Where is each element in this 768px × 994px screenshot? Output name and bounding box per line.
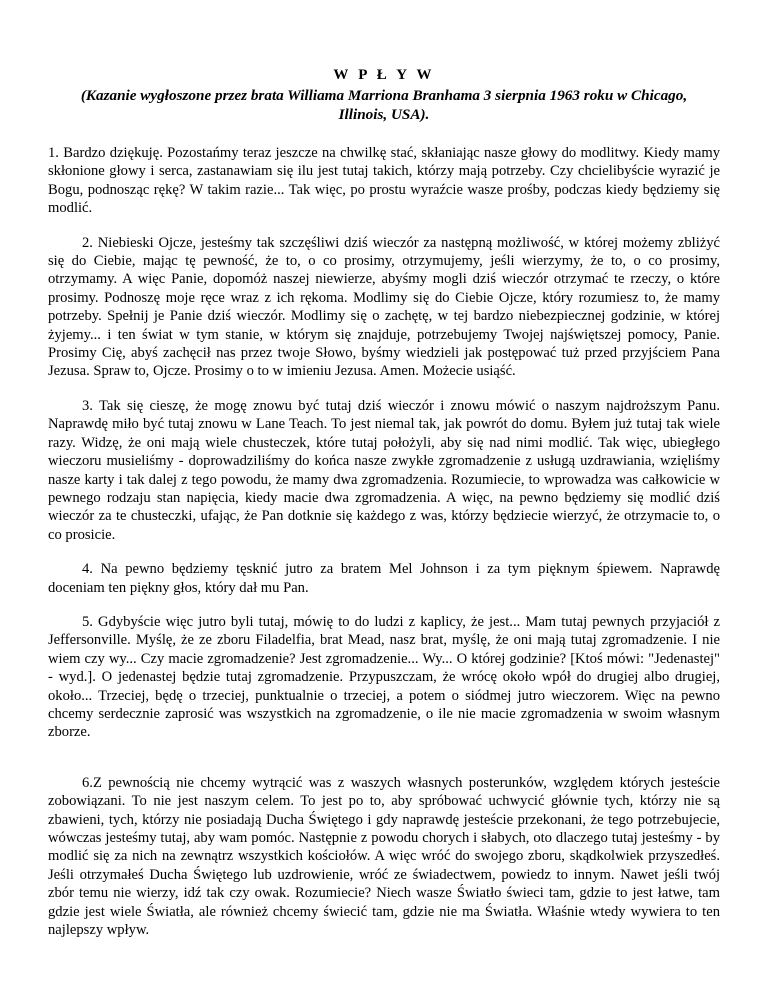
paragraph-3: 3. Tak się cieszę, że mogę znowu być tutaj dziś wieczór i znowu mówić o naszym najdroższym Panu. Naprawdę miło być tutaj znowu w Lane Teach. To jest niemal tak, jak powrót do domu. Byłem już tutaj tak wiele razy. Widzę, że oni mają wiele chusteczek, które tutaj położyli, aby się nad nimi modlić. Tak więc, ubiegłego wieczoru musieliśmy - doprowadziliśmy do końca nasze zwykłe zgromadzenie z usługą uzdrawiania, wzięliśmy nasze karty i tak dalej z tego powodu, że mamy dwa zgromadzenia. Rozumiecie, to wprowadza was całkowicie w pewnego rodzaju stan napięcia, kiedy macie dwa zgromadzenia. A więc, na pewno będziemy się modlić dziś wieczór za te chusteczki, ufając, że Pan dotknie się każdego z was, którzy będziecie wierzyć, że otrzymacie to, o co prosicie. bbox=[48, 397, 720, 543]
document-title: W P Ł Y W bbox=[333, 67, 435, 83]
document-subtitle: (Kazanie wygłoszone przez brata Williama Marriona Branhama 3 sierpnia 1963 roku w Chicago, Illinois, USA). bbox=[80, 87, 688, 123]
document-page bbox=[48, 66, 720, 939]
paragraph-2: 2. Niebieski Ojcze, jesteśmy tak szczęśliwi dziś wieczór za następną możliwość, w której możemy zbliżyć się do Ciebie, mając tę pewność, że to, o co prosimy, otrzymujemy, jeśli wierzymy, że to, o co prosimy, otrzymamy. A więc Panie, dopomóż naszej niewierze, abyśmy mogli dziś wieczór otrzymać te rzeczy, o które prosimy. Podnoszę moje ręce wraz z ich rękoma. Modlimy się do Ciebie Ojcze, który rozumiesz to, że mamy potrzeby. Spełnij je Panie dziś wieczór. Modlimy się o zachętę, w tej bardzo niebezpiecznej godzinie, w której żyjemy... i ten świat w tym stanie, w którym się znajduje, potrzebujemy Twojej najświętszej pomocy, Panie. Prosimy Cię, abyś zachęcił nas przez twoje Słowo, byśmy wiedzieli jak postępować tuż przed przyjściem Pana Jezusa. Spraw to, Ojcze. Prosimy o to w imieniu Jezusa. Amen. Możecie usiąść. bbox=[48, 234, 720, 380]
paragraph-5: 5. Gdybyście więc jutro byli tutaj, mówię to do ludzi z kaplicy, że jest... Mam tutaj pewnych przyjaciół z Jeffersonville. Myślę, że ze zboru Filadelfia, brat Mead, nasz brat, myślę, że oni mają tutaj zgromadzenie. I nie wiem czy wy... Czy macie zgromadzenie? Jest zgromadzenie... Wy... O której godzinie? [Ktoś mówi: "Jedenastej" - wyd.]. O jedenastej będzie tutaj zgromadzenie. Przypuszczam, że wrócę około wpół do drugiej albo drugiej, około... Trzeciej, będę o trzeciej, punktualnie o trzeciej, a potem o siódmej jutro wieczorem. Więc na pewno chcemy serdecznie zaprosić was wszystkich na zgromadzenie, o ile nie macie zgromadzenia w swoim własnym zborze. bbox=[48, 613, 720, 741]
paragraph-1: 1. Bardzo dziękuję. Pozostańmy teraz jeszcze na chwilkę stać, skłaniając nasze głowy do modlitwy. Kiedy mamy skłonione głowy i serca, zastanawiam się ilu jest tutaj takich, którzy mają potrzeby. Czy chcielibyście wyrazić je Bogu, podnosząc rękę? W takim razie... Tak więc, po prostu wyraźcie wasze prośby, podczas kiedy będziemy się modlić. bbox=[48, 145, 720, 217]
paragraph-4: 4. Na pewno będziemy tęsknić jutro za bratem Mel Johnson i za tym pięknym śpiewem. Naprawdę doceniam ten piękny głos, który dał mu Pan. bbox=[48, 561, 720, 596]
paragraph-6: 6.Z pewnością nie chcemy wytrącić was z waszych własnych posterunków, względem których jesteście zobowiązani. To nie jest naszym celem. To jest po to, aby spróbować uchwycić głównie tych, którzy nie są zbawieni, tych, którzy nie posiadają Ducha Świętego i gdy naprawdę jesteście przekonani, że tego potrzebujecie, wówczas jesteśmy tutaj, aby wam pomóc. Następnie z powodu chorych i słabych, oto dlaczego tutaj jesteśmy - by modlić się za nich na zewnątrz wszystkich kościołów. A więc wróć do swojego zboru, skądkolwiek przyszedłeś. Jeśli otrzymałeś Ducha Świętego lub uzdrowienie, wróć ze świadectwem, powiedz to innym. Nawet jeśli twój zbór temu nie wierzy, idź tak czy owak. Rozumiecie? Niech wasze Światło świeci tam, gdzie to jest łatwe, tam gdzie jest wiele Światła, ale również chcemy świecić tam, gdzie nie ma Światła. Właśnie wtedy wywiera to ten najlepszy wpływ. bbox=[48, 774, 720, 939]
